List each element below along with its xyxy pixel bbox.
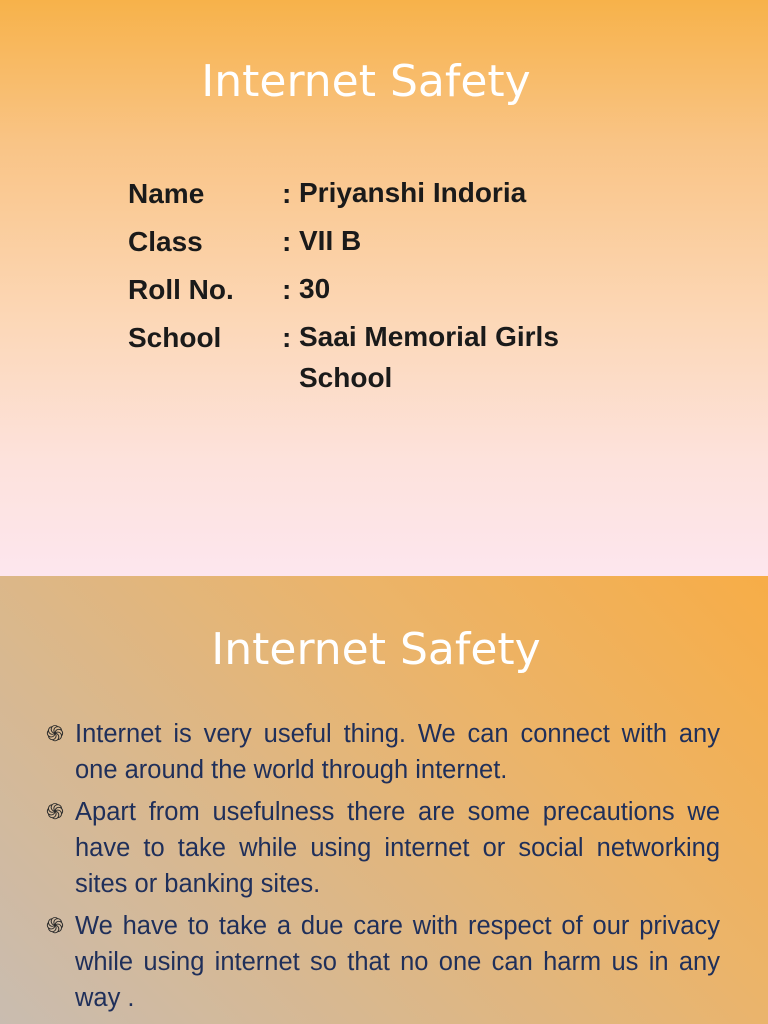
swirl-bullet-icon: ֍ bbox=[46, 721, 64, 746]
bullet-text: Internet is very useful thing. We can connect with any one around the world through internet. bbox=[75, 720, 720, 784]
slide-1-title: Internet Safety bbox=[201, 56, 531, 107]
roll-separator: : bbox=[282, 274, 292, 305]
bullet-list bbox=[46, 716, 720, 1022]
swirl-bullet-icon: ֍ bbox=[46, 913, 64, 938]
bullet-text: We have to take a due care with respect of our privacy while using internet so that no one can harm us in any way . bbox=[75, 912, 720, 1012]
class-label: Class bbox=[128, 226, 203, 257]
slide-2-title: Internet Safety bbox=[211, 624, 541, 675]
name-value: Priyanshi Indoria bbox=[299, 177, 527, 208]
school-label: School bbox=[128, 322, 222, 353]
bullet-item bbox=[46, 908, 720, 1016]
roll-label: Roll No. bbox=[128, 274, 234, 305]
school-value: Saai Memorial Girls School bbox=[299, 321, 559, 393]
bullet-item bbox=[46, 794, 720, 902]
bullet-text: Apart from usefulness there are some precautions we have to take while using internet or social networking sites or banking sites. bbox=[75, 798, 720, 898]
name-separator: : bbox=[282, 178, 292, 209]
class-value: VII B bbox=[299, 225, 362, 256]
roll-value: 30 bbox=[299, 273, 331, 304]
bullet-item bbox=[46, 716, 720, 788]
slide-2 bbox=[0, 576, 768, 1024]
swirl-bullet-icon: ֍ bbox=[46, 799, 64, 824]
class-separator: : bbox=[282, 226, 292, 257]
name-label: Name bbox=[128, 178, 205, 209]
school-separator: : bbox=[282, 322, 292, 353]
